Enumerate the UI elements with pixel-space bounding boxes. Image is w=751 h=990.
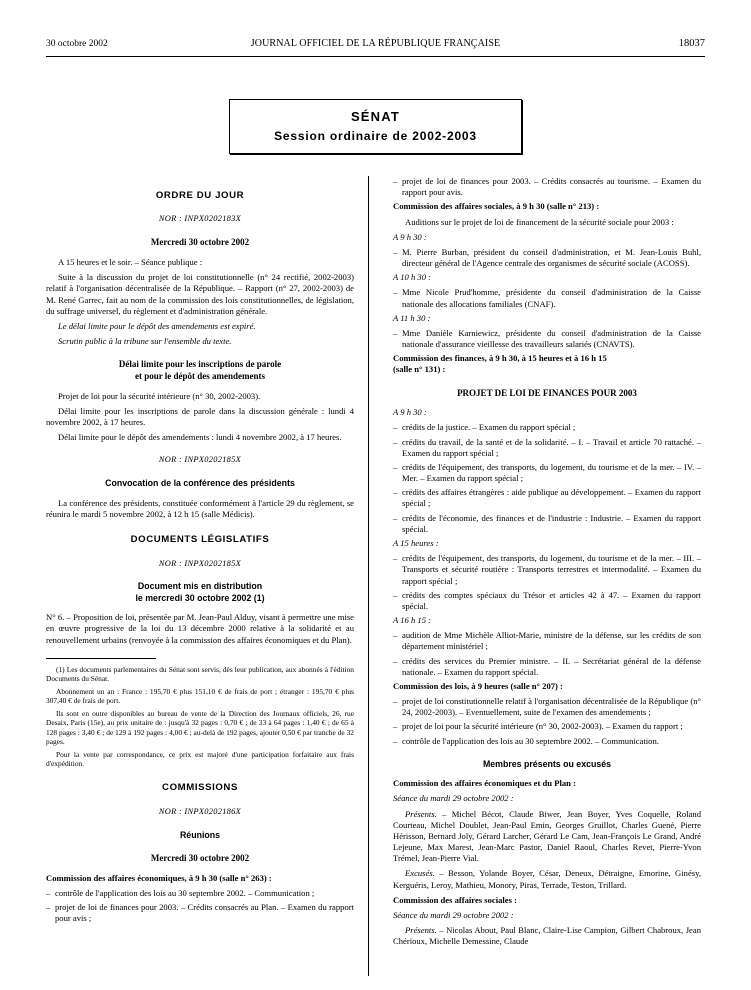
paragraph: Délai limite pour les inscriptions de parole dans la discussion générale : lundi 4 novembre 2002, à 17 heures. (46, 405, 354, 427)
paragraph: Délai limite pour le dépôt des amendements : lundi 4 novembre 2002, à 17 heures. (58, 432, 342, 443)
footnote-line: Ils sont en outre disponibles au bureau de vente de la Direction des Journaux officiels, 26, rue Desaix, Paris (15e), au prix unitaire de : jusqu'à 32 pages : 0,70 € ; de 33 à 64 pages : 1,40 € ; de 65 à 128 pages : 3,40 € ; de 129 à 192 pages : 4,00 € ; au-delà de 192 pages, ajouter 0,50 € par tranche de 32 pages. (46, 708, 354, 747)
list-item: – projet de loi pour la sécurité intérieure (n° 30, 2002-2003). – Examen du rapport ; (393, 721, 701, 732)
heading-delai-line2: et pour le dépôt des amendements (134, 370, 266, 381)
heading-plf-2003: PROJET DE LOI DE FINANCES POUR 2003 (457, 387, 637, 398)
list-auditions-1030 (393, 287, 701, 309)
paragraph-presents (393, 809, 701, 865)
label-presents: Présents. (405, 925, 437, 936)
heading-delai-line1: Délai limite pour les inscriptions de parole (118, 359, 282, 370)
list-auditions-930 (393, 247, 701, 269)
two-column-body (46, 176, 705, 976)
heading-convocation: Convocation de la conférence des présidents (105, 478, 295, 489)
list-item: – crédits du travail, de la santé et de la solidarité. – I. – Travail et article 70 rattaché. – Examen du rapport spécial ; (393, 437, 701, 459)
list-plf-1615 (393, 630, 701, 678)
time-heading: A 9 h 30 : (393, 231, 427, 242)
heading-commission-lois: Commission des lois, à 9 heures (salle n° 207) : (393, 680, 563, 691)
seance-date: Séance du mardi 29 octobre 2002 : (393, 909, 514, 920)
list-item: – Mme Nicole Prud'homme, présidente du conseil d'administration de la Caisse nationale des allocations familiales (CNAF). (393, 287, 701, 309)
masthead-rule (46, 56, 705, 57)
time-heading: A 15 heures : (393, 537, 439, 548)
time-heading: A 16 h 15 : (393, 615, 432, 626)
list-plf-930 (393, 422, 701, 535)
heading-documents-legislatifs: DOCUMENTS LÉGISLATIFS (130, 534, 270, 546)
nor-reference-3: NOR : INPX0202185X (158, 558, 242, 568)
list-commission-affaires-economiques (46, 888, 354, 925)
list-item: – projet de loi de finances pour 2003. – Crédits consacrés au tourisme. – Examen du rapport pour avis. (393, 176, 701, 198)
paragraph: Projet de loi pour la sécurité intérieure (n° 30, 2002-2003). (58, 390, 261, 401)
list-item: – crédits de l'équipement, des transports, du logement, du tourisme et de la mer. – III. – Transports et sécurité routière : Transports terrestres et intermodalité. – Examen du rapport spécial ; (393, 553, 701, 587)
footnote-line: (1) Les documents parlementaires du Sénat sont servis, dès leur publication, aux abonnés à l'édition Documents du Sénat. (46, 664, 354, 684)
senat-banner-box (229, 99, 522, 154)
heading-membres-affaires-sociales: Commission des affaires sociales : (393, 894, 517, 905)
heading-delai-limite (46, 359, 354, 382)
paragraph-italic: Scrutin public à la tribune sur l'ensemble du texte. (58, 336, 232, 347)
heading-reunions: Réunions (179, 829, 221, 840)
paragraph-excuses (393, 868, 701, 890)
heading-finances-line2: (salle n° 131) : (393, 364, 446, 375)
list-item: – audition de Mme Michèle Alliot-Marie, ministre de la défense, sur les crédits de son département ministériel ; (393, 630, 701, 652)
paragraph: A 15 heures et le soir. – Séance publique : (58, 257, 203, 268)
masthead-date: 30 octobre 2002 (46, 39, 108, 49)
senat-banner-line2: Session ordinaire de 2002-2003 (274, 129, 477, 143)
left-column (46, 176, 368, 976)
senat-banner-line1: SÉNAT (350, 109, 401, 124)
time-heading: A 11 h 30 : (393, 312, 431, 323)
paragraph-italic: Le délai limite pour le dépôt des amendements est expiré. (58, 320, 256, 331)
paragraph: Auditions sur le projet de loi de financement de la sécurité sociale pour 2003 : (405, 216, 674, 227)
heading-date-mercredi: Mercredi 30 octobre 2002 (150, 237, 250, 248)
list-item: – crédits des services du Premier ministre. – II. – Secrétariat général de la défense nationale. – Examen du rapport spécial. (393, 656, 701, 678)
nor-reference-4: NOR : INPX0202186X (158, 806, 242, 816)
list-item: – crédits des comptes spéciaux du Trésor et articles 42 à 47. – Examen du rapport spécial. (393, 590, 701, 612)
footnote-line: Pour la vente par correspondance, ce prix est majoré d'une participation forfaitaire aux frais d'expédition. (46, 749, 354, 768)
paragraph: La conférence des présidents, constituée conformément à l'article 29 du règlement, se réunira le mardi 5 novembre 2002, à 12 h 15 (salle Médicis). (46, 497, 354, 519)
heading-commissions: COMMISSIONS (162, 782, 238, 794)
right-column (379, 176, 701, 976)
paragraph-presents (393, 925, 701, 947)
footnote-line: Abonnement un an : France : 195,70 € plus 151,10 € de frais de port ; étranger : 195,70 € plus 307,40 € de frais de port. (46, 686, 354, 706)
list-item: – contrôle de l'application des lois au 30 septembre 2002. – Communication ; (46, 888, 354, 899)
nor-reference-2: NOR : INPX0202185X (158, 455, 242, 465)
footnote-block (46, 665, 354, 769)
text-presents: – Michel Bécot, Claude Biwer, Jean Boyer, Yves Coquelle, Roland Courteau, Michel Doublet, Jean-Paul Emin, Georges Gruillot, Charles Guené, Pierre Hérisson, Bernard Joly, Gérard Larcher, Gérard Le Cam, Jean-François Le Grand, André Lejeune, Max Marest, Jean-Marc Pastor, Daniel Raoul, Charles Revet, Pierre-Yvon Trémel, Jean-Pierre Vial. (393, 808, 701, 864)
heading-reunions-date: Mercredi 30 octobre 2002 (150, 853, 250, 864)
list-plf-15h (393, 553, 701, 612)
list-item: – crédits de la justice. – Examen du rapport spécial ; (393, 422, 701, 433)
heading-membres-affaires-economiques: Commission des affaires économiques et du Plan : (393, 778, 576, 789)
text-presents: – Nicolas About, Paul Blanc, Claire-Lise Campion, Gilbert Chabroux, Jean Chérioux, Michelle Demessine, Claude (393, 925, 701, 947)
heading-commission-affaires-economiques: Commission des affaires économiques, à 9 h 30 (salle n° 263) : (46, 872, 272, 883)
list-item: – projet de loi de finances pour 2003. – Crédits consacrés au Plan. – Examen du rapport pour avis ; (46, 902, 354, 924)
list-item: – crédits de l'économie, des finances et de l'industrie : Industrie. – Examen du rapport spécial. (393, 513, 701, 535)
list-item: – Mme Danièle Karniewicz, présidente du conseil d'administration de la Caisse nationale d'assurance vieillesse des travailleurs salariés (CNAVTS). (393, 328, 701, 350)
senat-banner (46, 99, 705, 154)
heading-docs-line2: le mercredi 30 octobre 2002 (1) (135, 592, 265, 603)
seance-date: Séance du mardi 29 octobre 2002 : (393, 793, 514, 804)
label-presents: Présents. (405, 808, 437, 819)
list-item: – contrôle de l'application des lois au 30 septembre 2002. – Communication. (393, 736, 701, 747)
heading-document-distribution (46, 581, 354, 604)
list-item: – projet de loi constitutionnelle relatif à l'organisation décentralisée de la République (n° 24, 2002-2003). – Eventuellement, suite de l'examen des amendements ; (393, 696, 701, 718)
masthead-folio: 18037 (678, 38, 705, 49)
heading-membres-presents: Membres présents ou excusés (482, 758, 612, 769)
time-heading: A 10 h 30 : (393, 272, 432, 283)
heading-commission-affaires-sociales: Commission des affaires sociales, à 9 h 30 (salle n° 213) : (393, 201, 600, 212)
column-divider (368, 176, 369, 976)
masthead-title: JOURNAL OFFICIEL DE LA RÉPUBLIQUE FRANÇAISE (250, 38, 501, 49)
list-continuation (393, 176, 701, 198)
nor-reference-1: NOR : INPX0202183X (158, 214, 242, 224)
heading-commission-finances (393, 353, 701, 375)
list-item: – crédits des affaires étrangères : aide publique au développement. – Examen du rapport spécial ; (393, 487, 701, 509)
heading-finances-line1: Commission des finances, à 9 h 30, à 15 heures et à 16 h 15 (393, 353, 607, 364)
list-commission-lois (393, 696, 701, 747)
page-masthead (46, 38, 705, 53)
paragraph-proposition-loi: N° 6. – Proposition de loi, présentée par M. Jean-Paul Alduy, visant à permettre une mise en œuvre progressive de la loi du 13 décembre 2000 relative à la solidarité et au renouvellement urbains (renvoyée à la commission des affaires économiques et du Plan). (46, 612, 354, 645)
list-item: – crédits de l'équipement, des transports, du logement, du tourisme et de la mer. – IV. – Mer. – Examen du rapport spécial ; (393, 462, 701, 484)
list-auditions-1130 (393, 328, 701, 350)
paragraph: Suite à la discussion du projet de loi constitutionnelle (n° 24 rectifié, 2002-2003) relatif à l'organisation décentralisée de la République. – Rapport (n° 27, 2002-2003) de M. René Garrec, fait au nom de la commission des lois constitutionnelles, de législation, du suffrage universel, du règlement et d'administration générale. (46, 272, 354, 316)
heading-ordre-du-jour: ORDRE DU JOUR (155, 190, 245, 201)
footnote-separator (46, 658, 156, 659)
heading-docs-line1: Document mis en distribution (137, 581, 263, 592)
time-heading: A 9 h 30 : (393, 407, 427, 418)
text-excuses: – Besson, Yolande Boyer, César, Deneux, Détraigne, Emorine, Ginésy, Kerguéris, Leroy, Mathieu, Monory, Piras, Terrade, Teston, Trillard. (393, 868, 701, 890)
list-item: – M. Pierre Burban, président du conseil d'administration, et M. Jean-Louis Buhl, directeur général de l'Agence centrale des organismes de sécurité sociale (ACOSS). (393, 247, 701, 269)
label-excuses: Excusés. (405, 868, 435, 879)
